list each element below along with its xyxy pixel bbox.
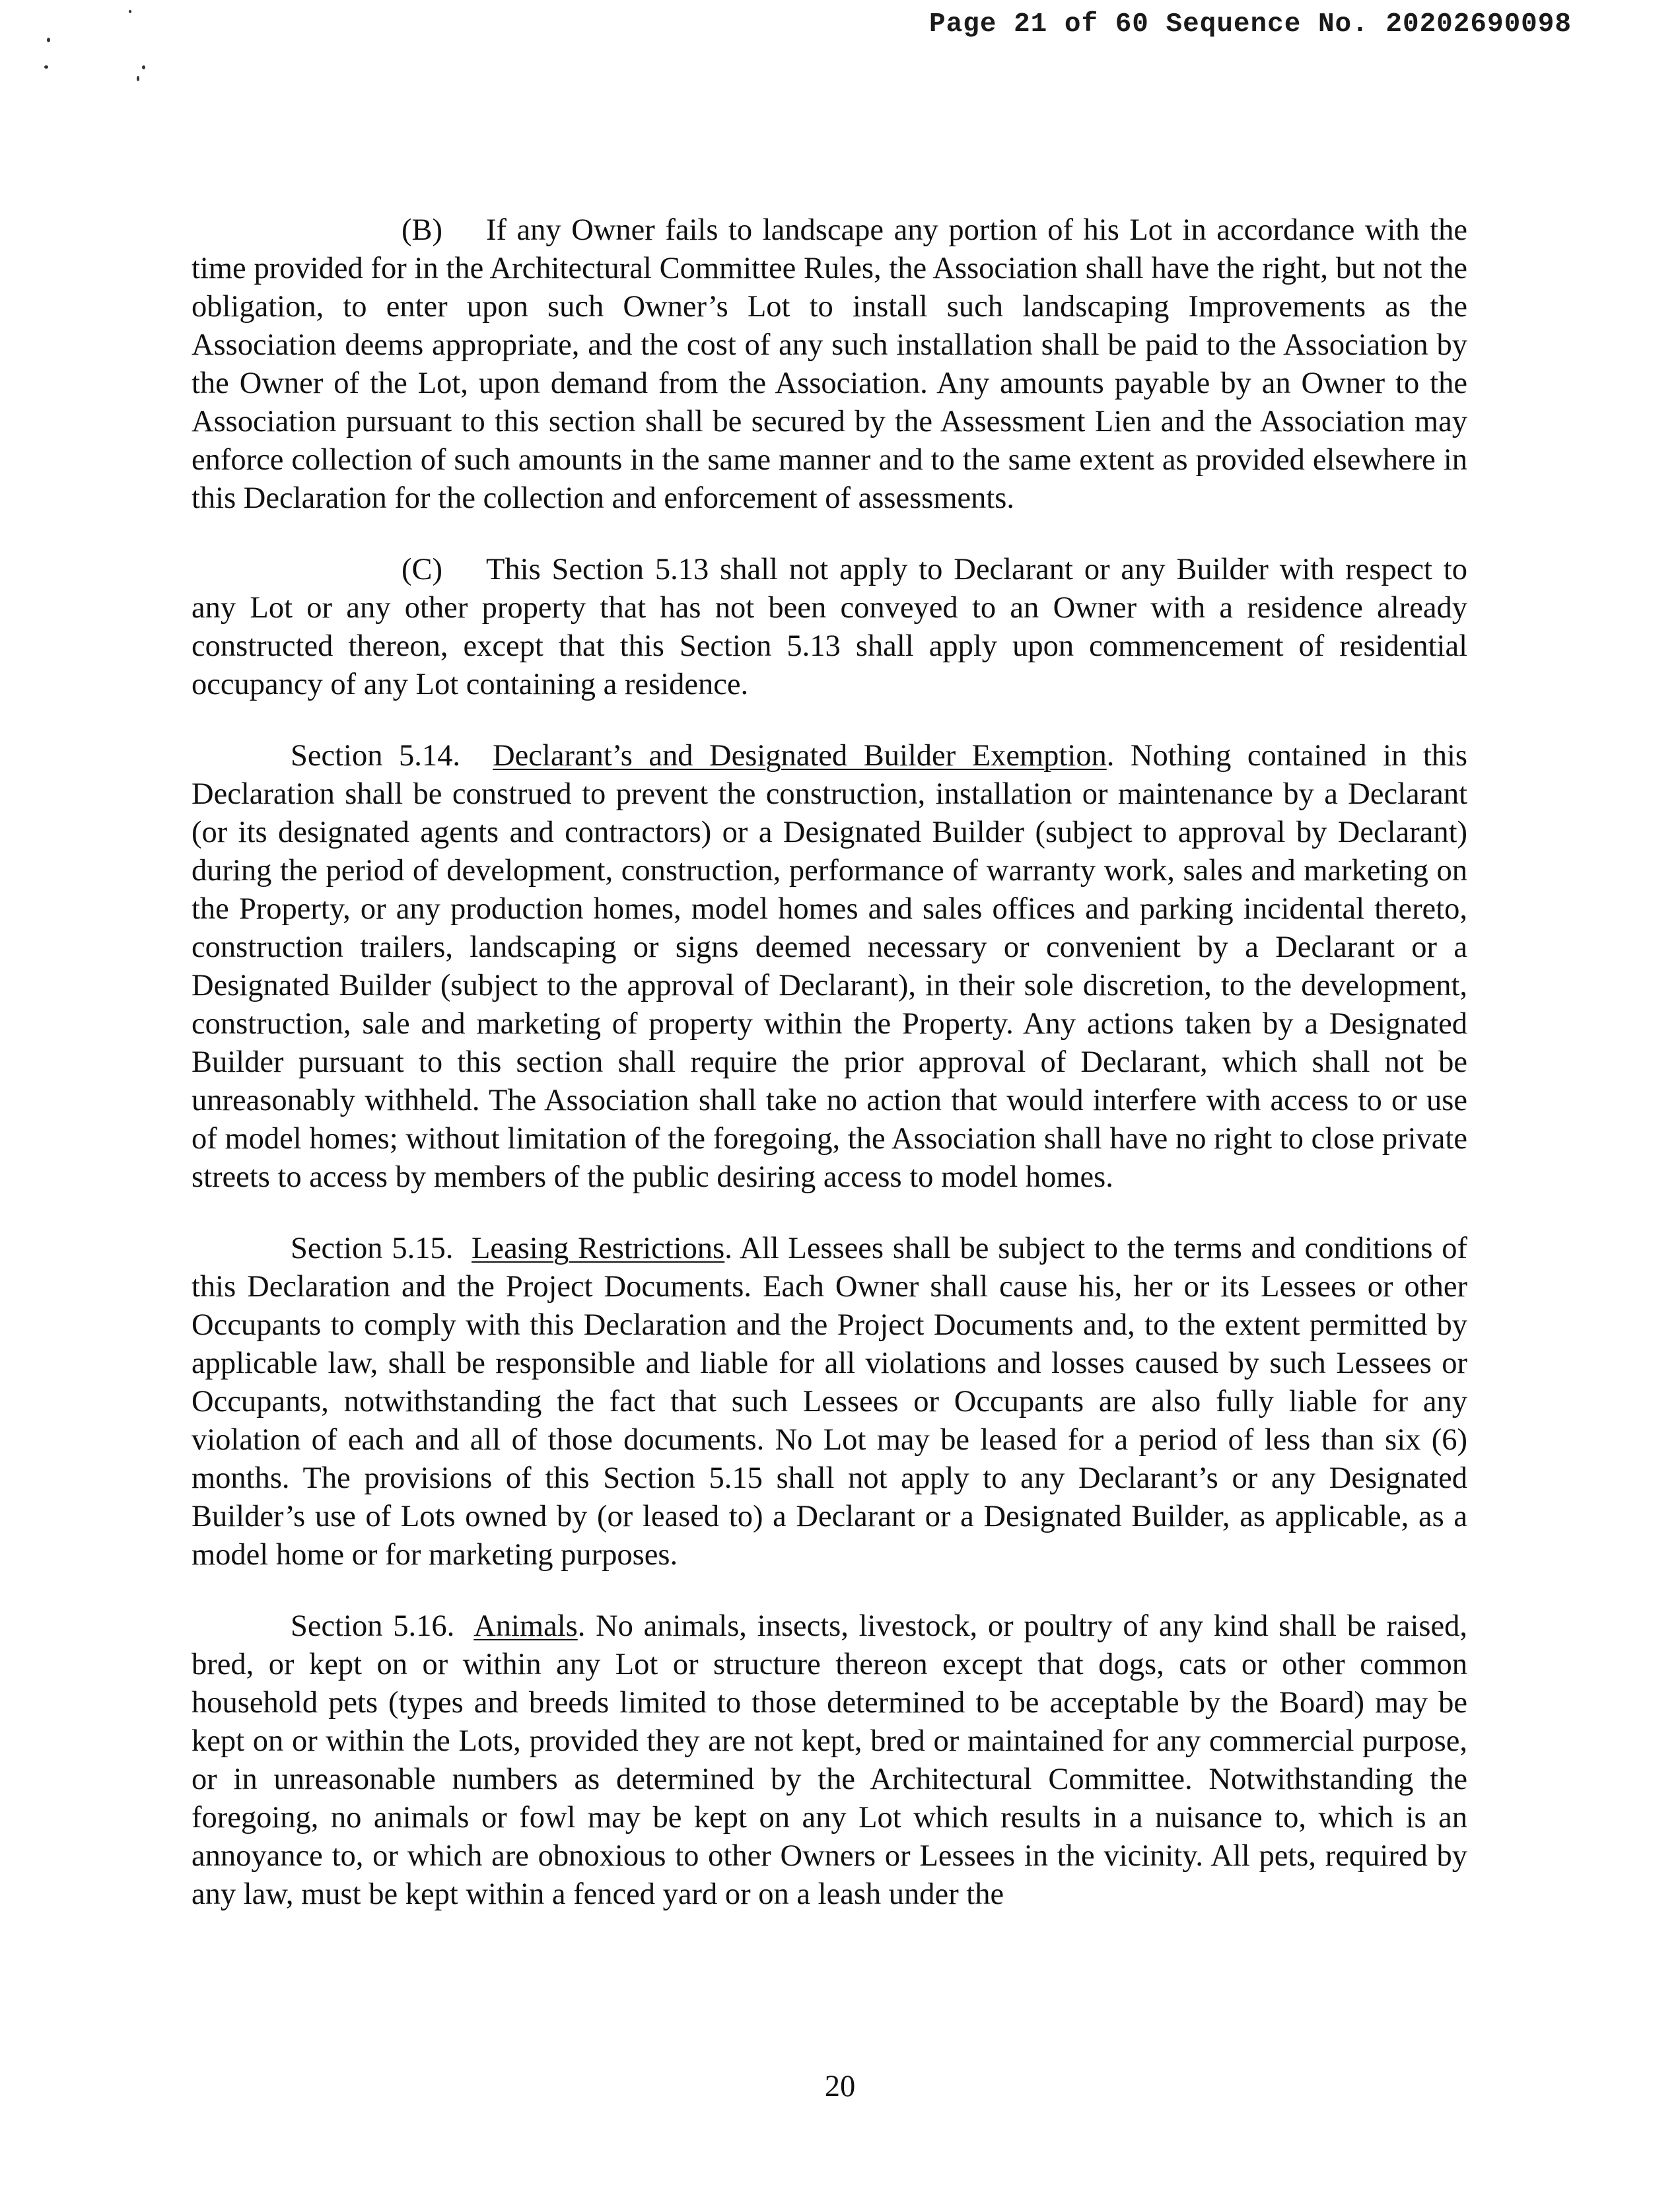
paragraph-text: This Section 5.13 shall not apply to Declarant or any Builder with respect to any Lot or any other property that has not been conveyed to an Owner with a residence already constructed thereon, except that this Section 5.13 shall apply upon commencement of residential occupancy of any Lot containing a residence. <box>192 553 1467 701</box>
section-5-16 <box>192 1607 1467 1914</box>
section-number: Section 5.14. <box>291 739 461 773</box>
paragraph-label: (C) <box>402 553 442 586</box>
section-5-14 <box>192 737 1467 1197</box>
section-5-15 <box>192 1230 1467 1574</box>
page-number: 20 <box>824 2070 856 2103</box>
section-text: . No animals, insects, livestock, or poultry of any kind shall be raised, bred, or kept on or within any Lot or structure thereon except that dogs, cats or other common household pets (types and breeds limited to those determined to be acceptable by the Board) may be kept on or within the Lots, provided they are not kept, bred or maintained for any commercial purpose, or in unreasonable numbers as determined by the Architectural Committee. Notwithstanding the foregoing, no animals or fowl may be kept on any Lot which results in a nuisance to, which is an annoyance to, or which are obnoxious to other Owners or Lessees in the vicinity. All pets, required by any law, must be kept within a fenced yard or on a leash under the <box>192 1609 1468 1911</box>
section-title: Leasing Restrictions <box>472 1232 725 1265</box>
section-number: Section 5.15. <box>291 1232 454 1265</box>
section-title: Animals <box>473 1609 578 1643</box>
section-text: . Nothing contained in this Declaration shall be construed to prevent the construction, installation or maintenance by a Declarant (or its designated agents and contractors) or a Designated Builder (subject to approval by Declarant) during the period of development, construction, performance of warranty work, sales and marketing on the Property, or any production homes, model homes and sales offices and parking incidental thereto, construction trailers, landscaping or signs deemed necessary or convenient by a Declarant or a Designated Builder (subject to the approval of Declarant), in their sole discretion, to the development, construction, sale and marketing of property within the Property. Any actions taken by a Designated Builder pursuant to this section shall require the prior approval of Declarant, which shall not be unreasonably withheld. The Association shall take no action that would interfere with access to or use of model homes; without limitation of the foregoing, the Association shall have no right to close private streets to access by members of the public desiring access to model homes. <box>192 739 1468 1194</box>
paragraph-label: (B) <box>402 213 442 247</box>
paragraph-c <box>192 551 1467 704</box>
page-header: Page 21 of 60 Sequence No. 20202690098 <box>929 9 1572 40</box>
paragraph-text: If any Owner fails to landscape any portion of his Lot in accordance with the time provided for in the Architectural Committee Rules, the Association shall have the right, but not the obligation, to enter upon such Owner’s Lot to install such landscaping Improvements as the Association deems appropriate, and the cost of any such installation shall be paid to the Association by the Owner of the Lot, upon demand from the Association. Any amounts payable by an Owner to the Association pursuant to this section shall be secured by the Assessment Lien and the Association may enforce collection of such amounts in the same manner and to the same extent as provided elsewhere in this Declaration for the collection and enforcement of assessments. <box>192 213 1467 515</box>
section-text: . All Lessees shall be subject to the terms and conditions of this Declaration and the Project Documents. Each Owner shall cause his, her or its Lessees or other Occupants to comply with this Declaration and the Project Documents and, to the extent permitted by applicable law, shall be responsible and liable for all violations and losses caused by such Lessees or Occupants, notwithstanding the fact that such Lessees or Occupants are also fully liable for any violation of each and all of those documents. No Lot may be leased for a period of less than six (6) months. The provisions of this Section 5.15 shall not apply to any Declarant’s or any Designated Builder’s use of Lots owned by (or leased to) a Declarant or a Designated Builder, as applicable, as a model home or for marketing purposes. <box>192 1232 1467 1572</box>
section-number: Section 5.16. <box>291 1609 455 1643</box>
document-body <box>192 211 1467 1947</box>
section-title: Declarant’s and Designated Builder Exemption <box>493 739 1107 773</box>
paragraph-b <box>192 211 1467 518</box>
